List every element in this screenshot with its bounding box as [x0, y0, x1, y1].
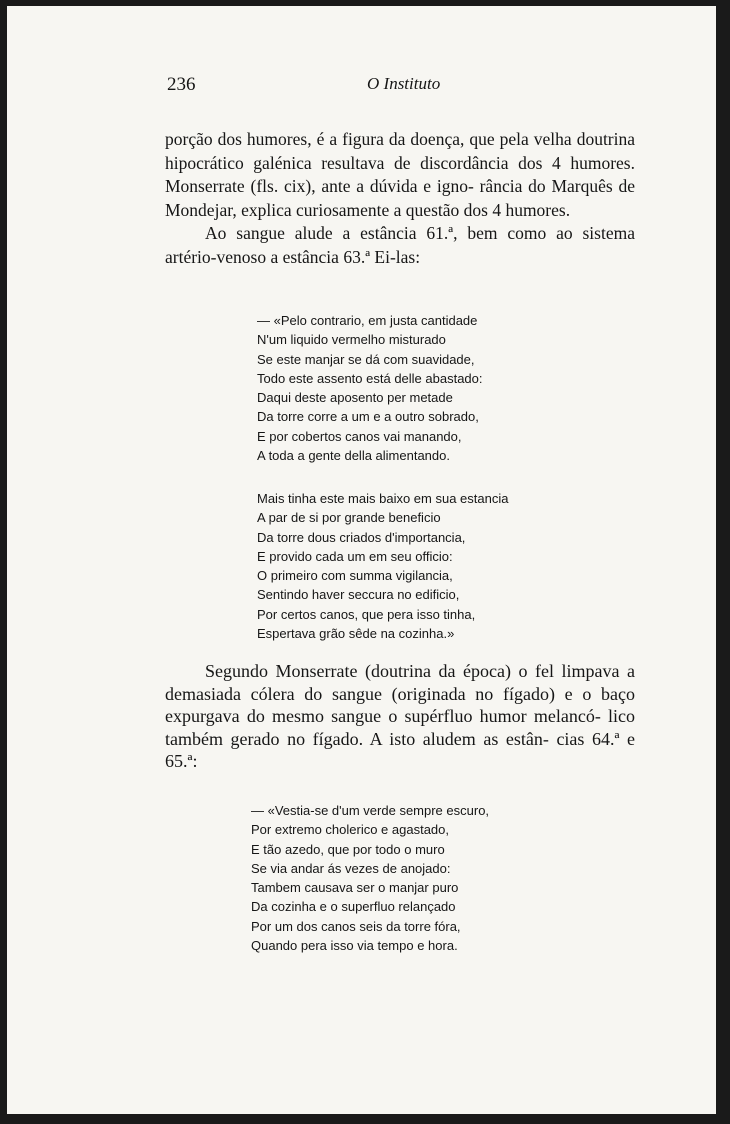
verse-line: Da torre dous criados d'importancia,	[257, 529, 466, 545]
verse-line: E por cobertos canos vai manando,	[257, 428, 462, 444]
text-line: lico também gerado no fígado. A isto aludem as estân-	[165, 706, 636, 749]
body-text-bottom	[165, 660, 635, 773]
verse-line: Daqui deste aposento per metade	[257, 390, 453, 406]
verse-stanza-63	[257, 489, 508, 643]
book-page	[7, 6, 716, 1114]
text-line: artério-venoso a estância 63.ª Ei-las:	[165, 246, 421, 267]
verse-line: Da cozinha e o superfluo relançado	[251, 899, 456, 915]
verse-line: E provido cada um em seu officio:	[257, 548, 453, 564]
paragraph-monserrate	[165, 660, 635, 773]
verse-line: Tambem causava ser o manjar puro	[251, 880, 459, 896]
text-line: Ao sangue alude a estância 61.ª, bem como ao sistema	[205, 223, 635, 243]
page-header	[167, 74, 587, 100]
verse-line: Por um dos canos seis da torre fóra,	[251, 918, 461, 934]
paragraph-doenca	[165, 128, 635, 222]
text-line: porção dos humores, é a figura da doença, que pela velha	[165, 129, 572, 149]
running-title: O Instituto	[367, 74, 441, 93]
verse-line: Por certos canos, que pera isso tinha,	[257, 606, 476, 622]
verse-line: Sentindo haver seccura no edificio,	[257, 587, 460, 603]
text-line: Segundo Monserrate (doutrina da época) o fel limpava	[205, 661, 620, 681]
verse-line: A toda a gente della alimentando.	[257, 448, 450, 464]
verse-line: E tão azedo, que por todo o muro	[251, 841, 445, 857]
verse-line: O primeiro com summa vigilancia,	[257, 568, 453, 584]
verse-stanza-64	[251, 801, 489, 955]
text-line: questão dos 4 humores.	[405, 199, 571, 220]
page-number: 236	[167, 74, 196, 95]
verse-line: — «Pelo contrario, em justa cantidade	[257, 313, 478, 328]
verse-line: N'um liquido vermelho misturado	[257, 332, 446, 348]
text-line: doutrina hipocrático galénica resultava de discordância dos	[165, 129, 636, 173]
verse-line: Se este manjar se dá com suavidade,	[257, 351, 475, 367]
verse-line: Da torre corre a um e a outro sobrado,	[257, 409, 479, 425]
verse-line: — «Vestia-se d'um verde sempre escuro,	[251, 803, 490, 818]
verse-line: Se via andar ás vezes de anojado:	[251, 860, 451, 876]
verse-line: A par de si por grande beneficio	[257, 510, 441, 526]
text-line: cias 64.ª e 65.ª:	[165, 728, 635, 771]
text-line: 4 humores. Monserrate (fls. cix), ante a dúvida e igno-	[165, 152, 635, 196]
verse-line: Espertava grão sêde na cozinha.»	[257, 626, 455, 642]
text-line: rância do Marquês de Mondejar, explica curiosamente a	[165, 176, 635, 220]
verse-line: Por extremo cholerico e agastado,	[251, 822, 449, 838]
paragraph-sangue	[165, 222, 635, 269]
text-line: a demasiada cólera do sangue (originada no fígado) e o baço	[165, 661, 635, 704]
verse-line: Mais tinha este mais baixo em sua estancia	[257, 491, 509, 506]
verse-line: Quando pera isso via tempo e hora.	[251, 938, 458, 954]
verse-stanza-61	[257, 311, 483, 465]
body-text-top	[165, 128, 635, 269]
verse-line: Todo este assento está delle abastado:	[257, 370, 483, 386]
text-line: expurgava do mesmo sangue o supérfluo humor melancó-	[165, 706, 601, 726]
